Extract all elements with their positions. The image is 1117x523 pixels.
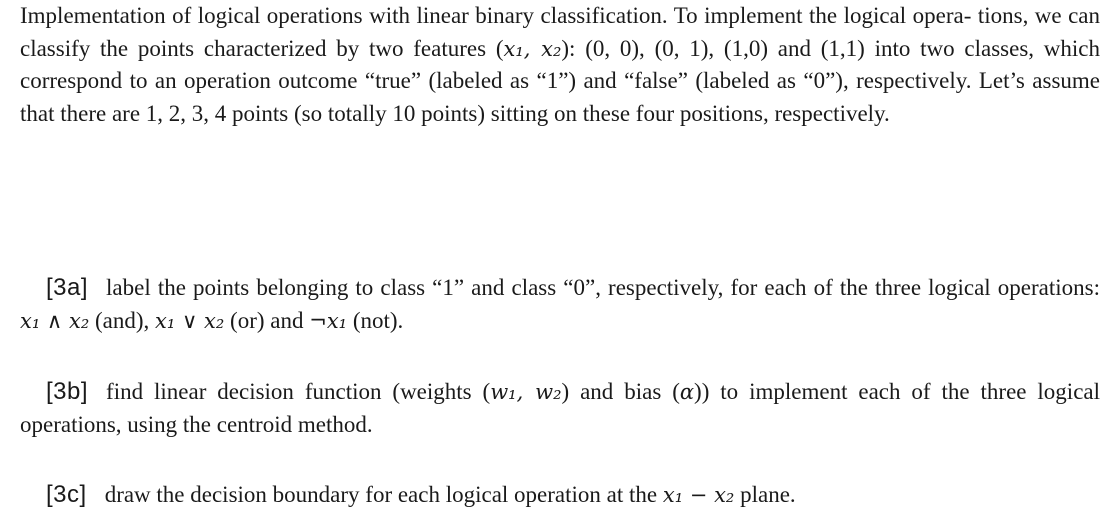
and-expression: x₁ ∧ x₂ (20, 308, 90, 333)
weights-expression: w₁, w₂ (490, 380, 562, 404)
intro-paragraph (20, 0, 1100, 130)
question-3a (20, 272, 1100, 337)
or-expression: x₁ ∨ x₂ (155, 308, 225, 333)
feature-variables: x₁, x₂ (503, 36, 562, 61)
intro-title: Implementation of logical operations with linear binary classification. (20, 3, 668, 28)
question-3a-text-4: (not). (347, 307, 404, 333)
question-tag-3a: [3a] (46, 274, 89, 301)
question-3a-text-1: label the points belonging to class “1” and class “0”, respectively, for each of the three logical operations: (106, 275, 1100, 300)
question-3c (20, 479, 1100, 512)
question-3b-text-3: )) to implement each of the three logical operations, using the centroid method. (20, 379, 1100, 437)
question-tag-3c: [3c] (46, 481, 87, 508)
not-expression: ¬x₁ (309, 308, 348, 333)
question-3a-text-2: (and), (89, 307, 156, 333)
question-tag-3b: [3b] (46, 378, 89, 405)
question-3b-text-1: find linear decision function (weights ( (106, 379, 491, 404)
question-3b-text-2: ) and bias ( (561, 379, 680, 404)
question-3c-text-2: plane. (734, 482, 796, 507)
question-3b (20, 376, 1100, 441)
question-3c-text-1: draw the decision boundary for each logical operation at the (104, 482, 663, 507)
bias-expression: α (679, 380, 695, 404)
question-3a-text-3: (or) and (224, 307, 310, 333)
plane-expression: x₁ − x₂ (662, 483, 735, 507)
intro-text-2: ): (0, 0), (0, 1), (1,0) and (1,1) into two classes, which correspond to an operation outcome “true” (labeled as “1”) and “false” (labeled as “0”), respectively. Let’s assume that there are 1, 2, 3, 4 points (so totally 10 points) sitting on these four positions, respectively. (20, 35, 1101, 126)
intro-text-1: To implement the logical opera- tions, we can classify the points characterized by two features ( (20, 3, 1101, 61)
